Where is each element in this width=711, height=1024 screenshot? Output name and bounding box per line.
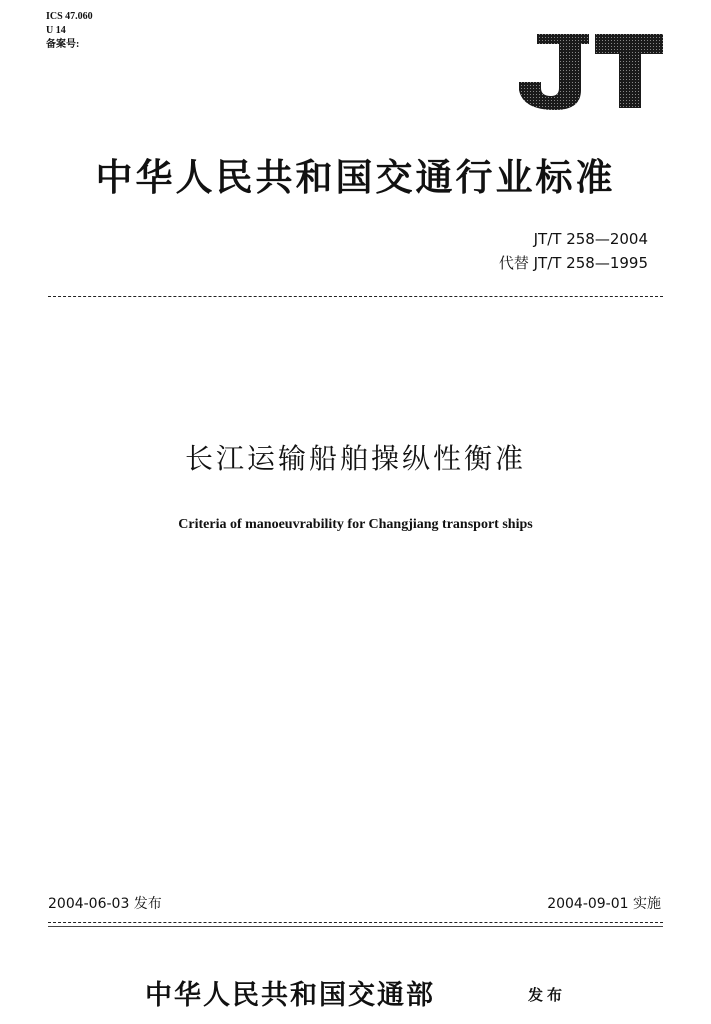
standard-number-block [499, 227, 648, 275]
standard-title-english: Criteria of manoeuvrability for Changjiang transport ships [178, 517, 533, 532]
class-code: U 14 [46, 25, 66, 36]
publisher-name: 中华人民共和国交通部 [145, 980, 435, 1011]
replaces-standard: 代替 JT/T 258—1995 [498, 254, 648, 272]
header-divider [48, 296, 663, 297]
issuing-body-title: 中华人民共和国交通行业标准 [95, 155, 616, 199]
standard-number: JT/T 258—2004 [533, 230, 648, 248]
footer-divider [48, 922, 663, 923]
record-number-label: 备案号: [46, 39, 80, 50]
publish-label: 发布 [528, 986, 567, 1004]
logo-text: JT [590, 108, 591, 109]
footer-divider-thin [48, 926, 663, 927]
standard-title-chinese: 长江运输船舶操纵性衡准 [184, 442, 526, 475]
logo-letter-t [595, 34, 663, 108]
logo-letter-j [519, 34, 589, 110]
issue-date: 2004-06-03 发布 [48, 896, 162, 912]
ics-code: ICS 47.060 [46, 11, 93, 22]
effective-date: 2004-09-01 实施 [547, 896, 661, 912]
classification-block [46, 10, 93, 52]
jt-logo [515, 28, 665, 112]
